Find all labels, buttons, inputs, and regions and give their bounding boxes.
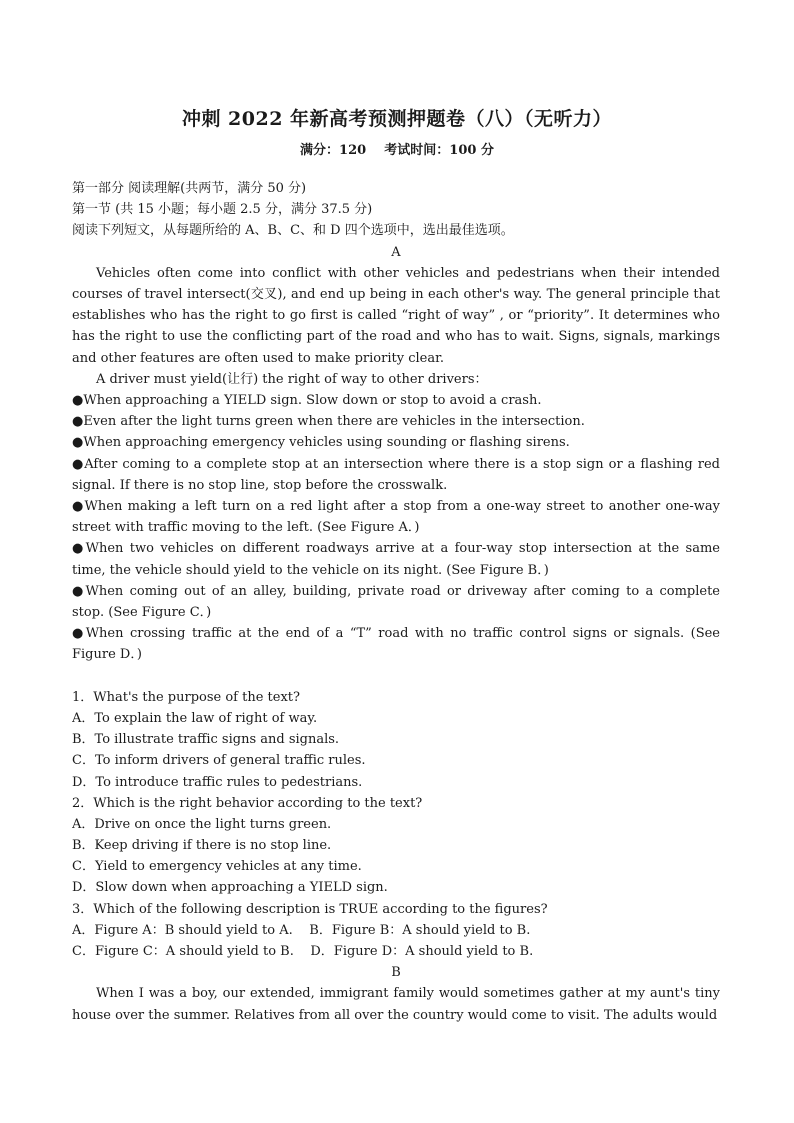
question-stem: 1．What's the purpose of the text? xyxy=(72,689,300,705)
question-option: A．Drive on once the light turns green. xyxy=(72,816,332,832)
exam-title: 冲刺 2022 年新高考预测押题卷（八）（无听力） xyxy=(181,108,613,130)
passage-a-intro: Vehicles often come into conflict with other vehicles and pedestrians when their intended courses of travel intersect(交叉), and end up being in each other's way. The general principle that establishes who has the right to go first is called “right of way” , or “priority”. It determines who has the right to use the conflicting part of the road and who has to wait. Signs, signals, markings and other features are often used to make priority clear. xyxy=(72,265,720,366)
question-stem: 3．Which of the following description is TRUE according to the figures? xyxy=(72,901,548,917)
bullet-item: ●When coming out of an alley, building, private road or driveway after coming to a complete stop. (See Figure C．) xyxy=(72,583,720,620)
question-option: D．To introduce traffic rules to pedestrians. xyxy=(72,774,363,790)
bullet-item: ●After coming to a complete stop at an intersection where there is a stop sign or a flashing red signal. If there is no stop line, stop before the crosswalk. xyxy=(72,456,720,493)
question-option: A．To explain the law of right of way. xyxy=(72,710,318,726)
bullet-item: ●When making a left turn on a red light after a stop from a one-way street to another one-way street with traffic moving to the left. (See Figure A．) xyxy=(72,498,720,536)
bullet-item: ●When approaching emergency vehicles using sounding or flashing sirens. xyxy=(72,435,570,451)
bullet-item: ●Even after the light turns green when there are vehicles in the intersection. xyxy=(72,414,585,430)
question-option: C．To inform drivers of general traffic rules. xyxy=(72,753,366,769)
question-option: A．Figure A：B should yield to A. B．Figure B：A should yield to B. xyxy=(72,922,531,938)
section-heading: 第一节 (共 15 小题；每小题 2.5 分，满分 37.5 分) xyxy=(72,202,373,218)
question-option: B．Keep driving if there is no stop line. xyxy=(72,838,332,854)
question-option: C．Yield to emergency vehicles at any time. xyxy=(72,859,362,875)
part-heading: 第一部分 阅读理解(共两节，满分 50 分) xyxy=(72,181,307,196)
passage-b-label: B xyxy=(391,965,401,981)
question-option: C．Figure C：A should yield to B. D．Figure D：A should yield to B. xyxy=(72,944,534,960)
question-stem: 2．Which is the right behavior according to the text? xyxy=(72,795,423,811)
question-option: B．To illustrate traffic signs and signals. xyxy=(72,732,340,748)
question-option: D．Slow down when approaching a YIELD sign. xyxy=(72,880,388,896)
passage-b-intro: When I was a boy, our extended, immigrant family would sometimes gather at my aunt's tiny house over the summer. Relatives from all over the country would come to visit. The adults would xyxy=(72,986,720,1023)
directions: 阅读下列短文，从每题所给的 A、B、C、和 D 四个选项中，选出最佳选项。 xyxy=(72,223,514,239)
bullet-item: ●When two vehicles on different roadways arrive at a four-way stop intersection at the same time, the vehicle should yield to the vehicle on its night. (See Figure B．) xyxy=(72,541,720,578)
spacer xyxy=(72,666,720,687)
exam-subtitle: 满分：120 考试时间：100 分 xyxy=(300,143,494,158)
passage-a-label: A xyxy=(391,244,401,260)
bullet-item: ●When crossing traffic at the end of a “T” road with no traffic control signs or signals. (See Figure D．) xyxy=(72,626,720,663)
exam-body xyxy=(72,178,720,1026)
passage-a-lead: A driver must yield(让行) the right of way to other drivers： xyxy=(96,371,488,387)
bullet-item: ●When approaching a YIELD sign. Slow down or stop to avoid a crash. xyxy=(72,392,542,408)
